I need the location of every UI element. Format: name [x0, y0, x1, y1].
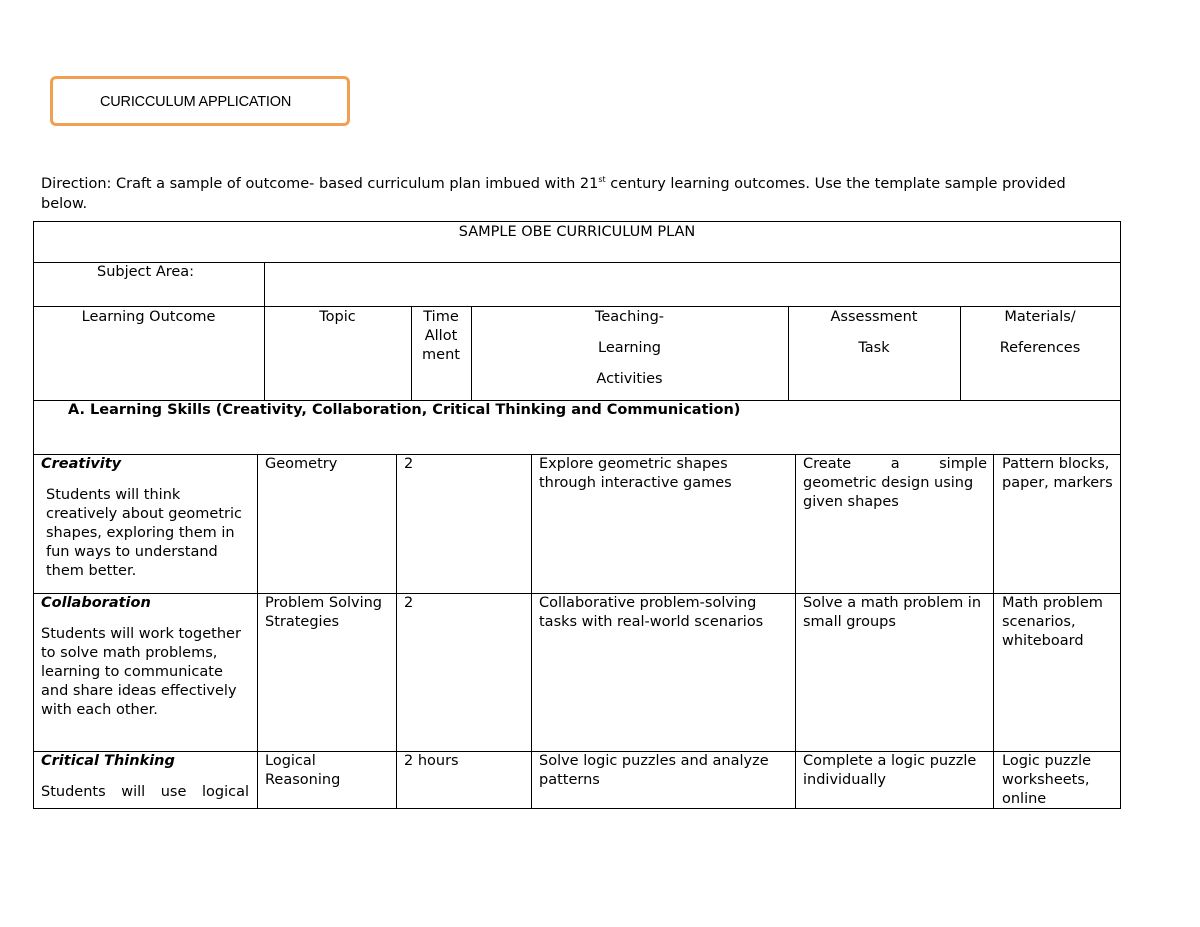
- row-collaboration-assessment: Solve a math problem in small groups: [803, 595, 982, 630]
- header-line: Learning: [598, 340, 661, 356]
- outcome-text: Students will think creatively about geometric shapes, exploring them in fun ways to understand them better.: [46, 487, 242, 579]
- outcome-text: Students will work together to solve math problems, learning to communicate and share ideas effectively with each other.: [41, 626, 241, 718]
- col-header-topic: Topic: [319, 309, 356, 325]
- row-critical-thinking-assessment: Complete a logic puzzle individually: [803, 753, 977, 788]
- row-collaboration-materials: Math problem scenarios, whiteboard: [1002, 595, 1103, 649]
- direction-part-2: century learning outcomes. Use the template sample provided below.: [41, 176, 1066, 212]
- assessment-line: geometric design using given shapes: [803, 475, 974, 510]
- row-creativity-assessment: [803, 455, 987, 512]
- direction-text: [41, 170, 1091, 214]
- skill-name: Collaboration: [41, 595, 151, 611]
- row-creativity-time: 2: [404, 456, 414, 472]
- row-creativity-topic: Geometry: [265, 456, 338, 472]
- table-line: [396, 454, 397, 809]
- col-header-teaching-learning: [471, 302, 788, 395]
- table-border-bottom: [33, 808, 1121, 809]
- row-collaboration-activities: Collaborative problem-solving tasks with real-world scenarios: [539, 595, 764, 630]
- header-line: Teaching-: [594, 309, 665, 325]
- table-line: [795, 454, 796, 809]
- col-header-materials: [960, 302, 1120, 364]
- header-line: References: [999, 340, 1081, 356]
- row-collaboration-topic: Problem Solving Strategies: [265, 595, 382, 630]
- plan-title: SAMPLE OBE CURRICULUM PLAN: [458, 224, 696, 240]
- table-line: [993, 454, 994, 809]
- row-critical-thinking-time: 2 hours: [404, 753, 459, 769]
- header-line: Task: [858, 340, 890, 356]
- row-creativity-materials: Pattern blocks, paper, markers: [1002, 456, 1113, 491]
- col-header-learning-outcome: Learning Outcome: [81, 309, 216, 325]
- header-line: Allot: [424, 328, 458, 344]
- direction-sup: st: [598, 175, 606, 184]
- table-border-top: [33, 221, 1121, 222]
- row-creativity-activities: Explore geometric shapes through interactive games: [539, 456, 732, 491]
- header-line: ment: [422, 347, 460, 363]
- header-line: Assessment: [830, 309, 918, 325]
- row-critical-thinking-topic: Logical Reasoning: [265, 753, 341, 788]
- table-border-right: [1120, 221, 1121, 809]
- skill-name: Creativity: [41, 456, 122, 472]
- skill-name: Critical Thinking: [41, 753, 175, 769]
- header-line: Activities: [596, 371, 663, 387]
- row-collaboration-outcome: [41, 594, 253, 720]
- page-title: CURICCULUM APPLICATION: [100, 94, 292, 110]
- col-header-time-allotment: [411, 308, 471, 365]
- table-line: [264, 262, 265, 401]
- title-box: [50, 76, 350, 126]
- table-line: [531, 454, 532, 809]
- row-creativity-outcome: [41, 455, 253, 581]
- row-critical-thinking-materials: Logic puzzle worksheets, online: [1002, 753, 1092, 807]
- table-line: [257, 454, 258, 809]
- section-a-heading: A. Learning Skills (Creativity, Collaboration, Critical Thinking and Communication): [68, 402, 741, 418]
- outcome-text: Students will use logical: [41, 784, 249, 800]
- table-line: [33, 262, 1121, 263]
- col-header-assessment: [788, 302, 960, 364]
- row-critical-thinking-activities: Solve logic puzzles and analyze patterns: [539, 753, 769, 788]
- row-collaboration-time: 2: [404, 595, 414, 611]
- header-line: Materials/: [1004, 309, 1076, 325]
- header-line: Time: [423, 309, 459, 325]
- subject-area-label: Subject Area:: [97, 264, 195, 280]
- assessment-line: Create a simple: [803, 456, 987, 472]
- direction-part-1: Direction: Craft a sample of outcome- based curriculum plan imbued with 21: [41, 176, 599, 192]
- row-critical-thinking-outcome: [41, 752, 249, 802]
